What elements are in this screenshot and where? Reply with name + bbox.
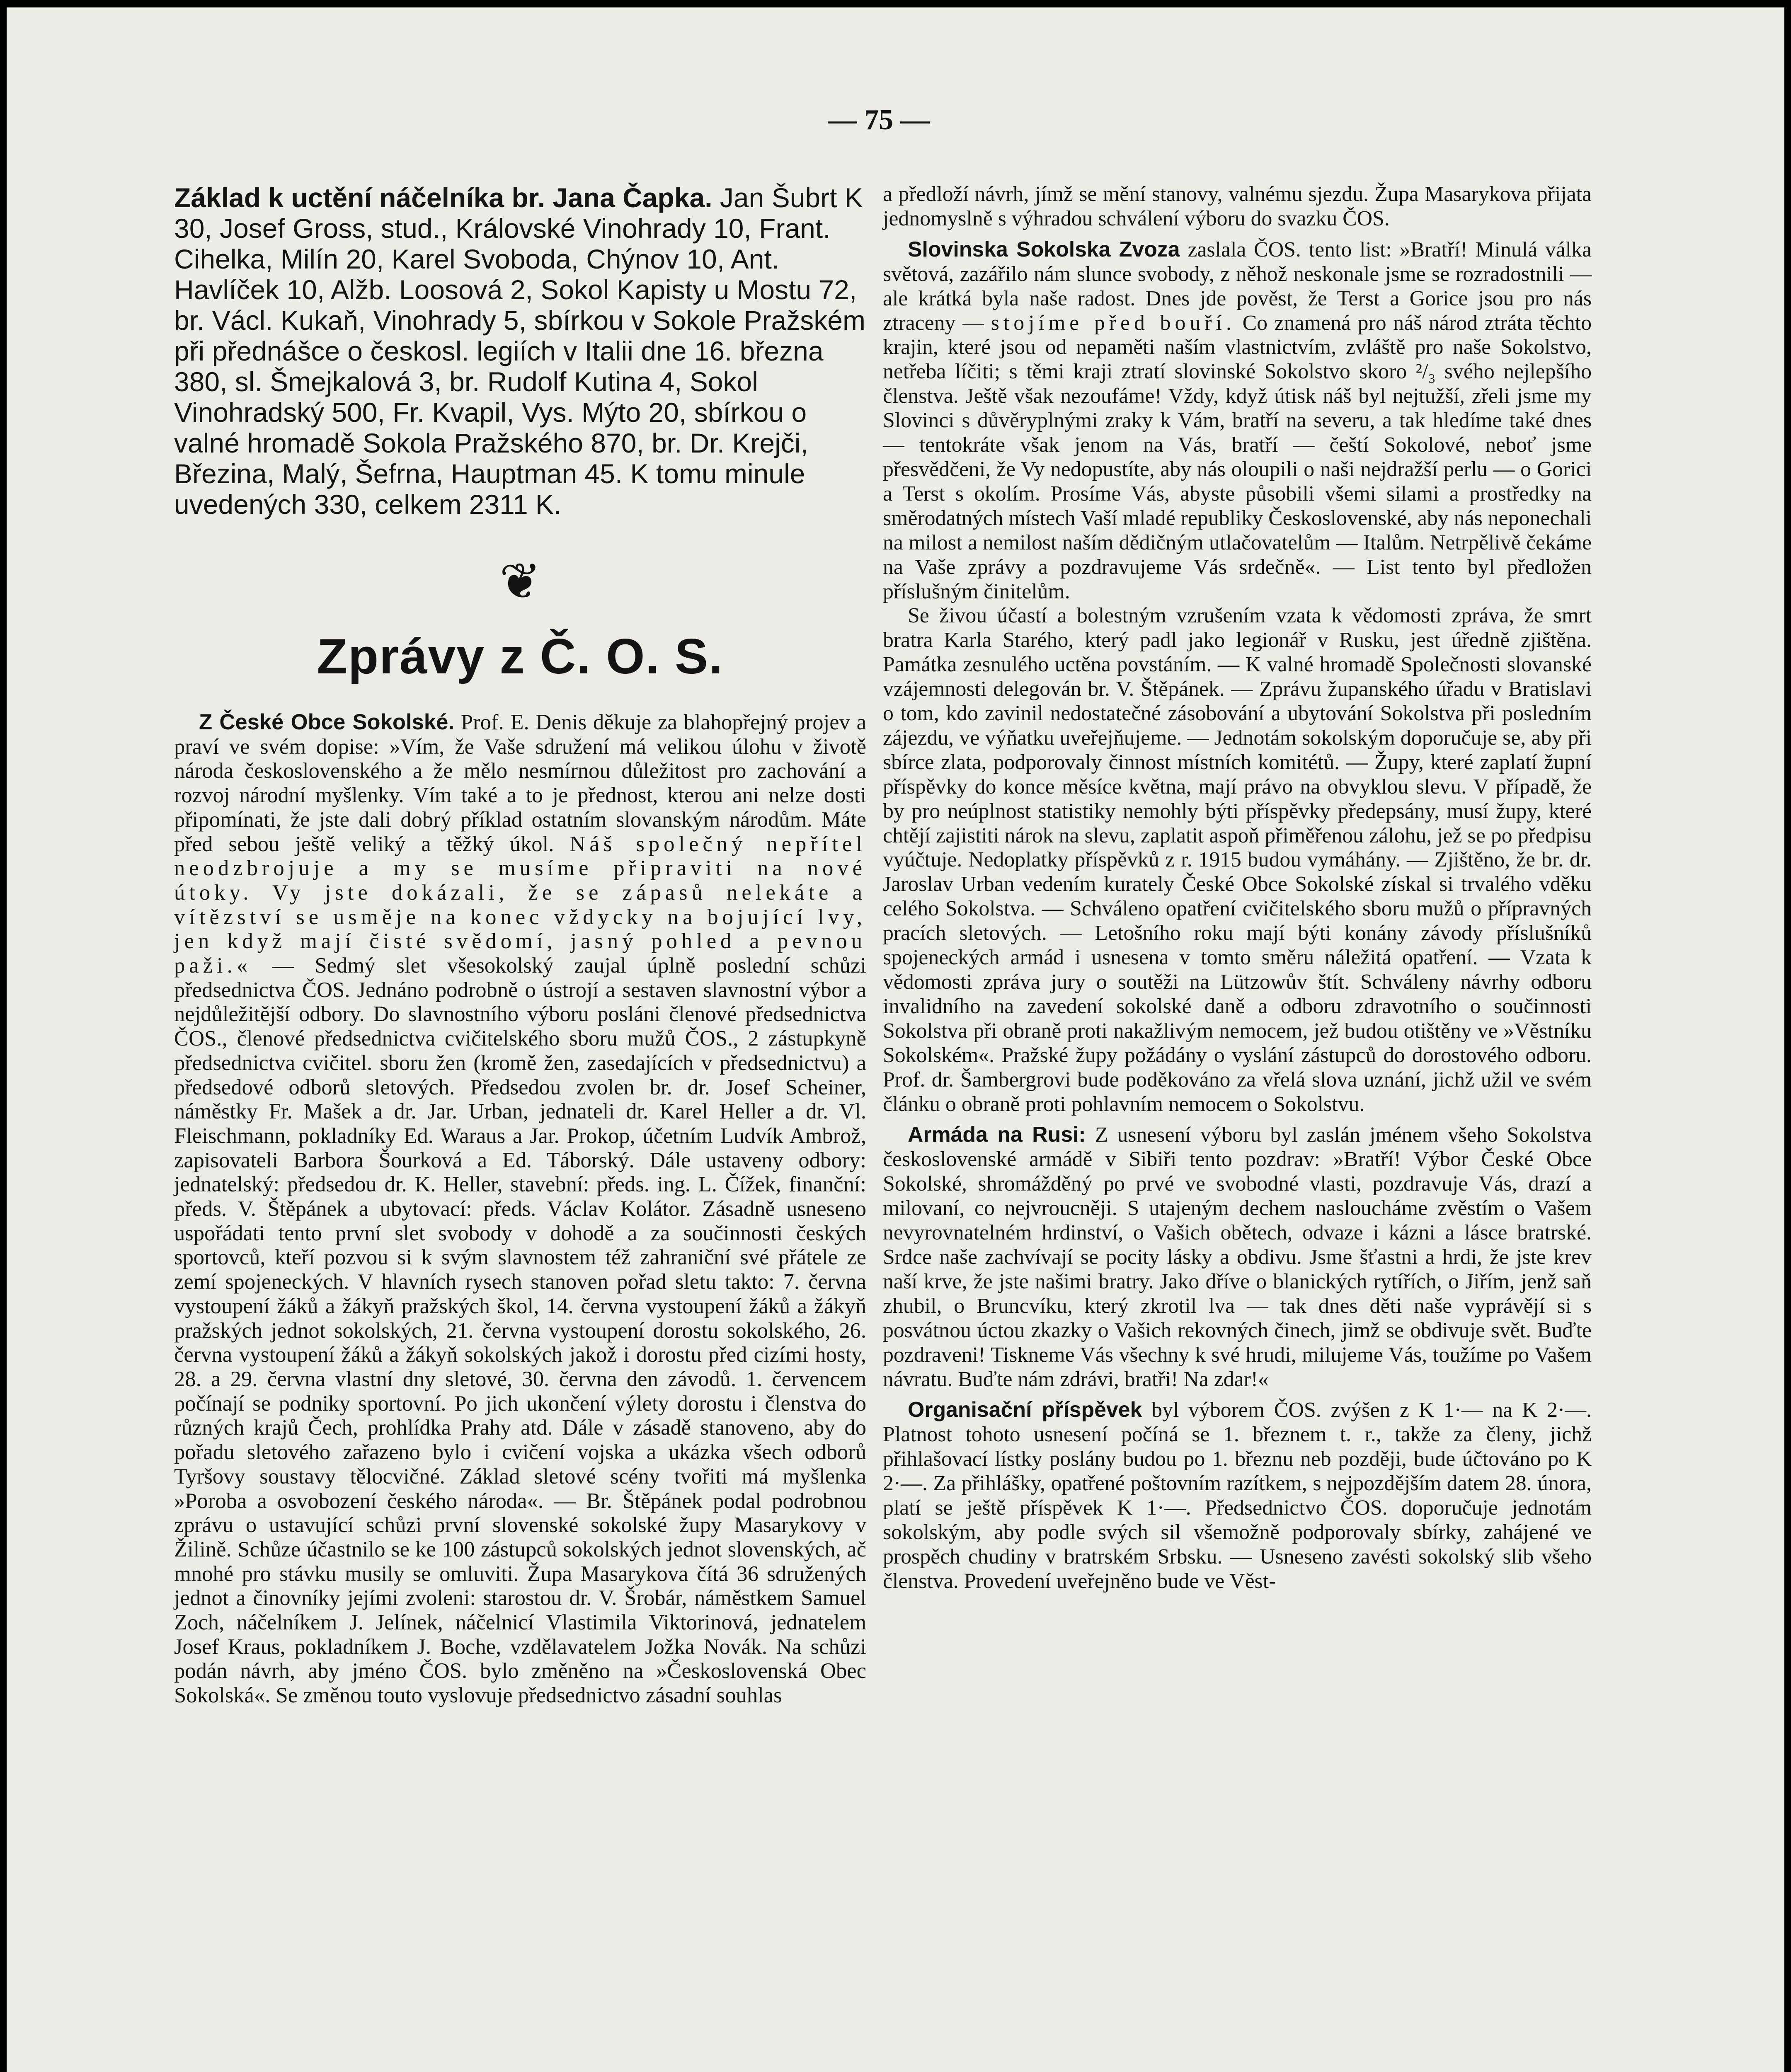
fund-title: Základ k uctění náčelníka br. Jana Čapka. bbox=[174, 182, 713, 213]
scan-border-left bbox=[0, 0, 7, 2072]
right-column bbox=[883, 182, 1592, 1594]
fund-text: Jan Šubrt K 30, Josef Gross, stud., Královské Vinohrady 10, Frant. Cihelka, Milín 20, Karel Svoboda, Chýnov 10, Ant. Havlíček 10, Alžb. Loosová 2, Sokol Kapisty u Mostu 72, br. Václ. Kukaň, Vinohrady 5, sbírkou v Sokole Pražském při přednášce o českosl. legiích v Italii dne 16. března 380, sl. Šmejkalová 3, br. Rudolf Kutina 4, Sokol Vinohradský 500, Fr. Kvapil, Vys. Mýto 20, sbírkou o valné hromadě Sokola Pražského 870, br. Dr. Krejči, Březina, Malý, Šefrna, Hauptman 45. K tomu minule uvedených 330, celkem 2311 K. bbox=[174, 182, 865, 520]
cos-spaced-quote: Náš společný nepřítel neodzbrojuje a my se musíme připraviti na nové útoky. Vy jste dokázali, že se zápasů nelekáte a vítězství se usměje na konec vždycky na bojující lvy, jen když mají čisté svědomí, jasný pohled a pevnou paži.« bbox=[174, 832, 866, 978]
prispevek-text: byl výborem ČOS. zvýšen z K 1·— na K 2·—. Platnost tohoto usnesení počíná se 1. březnem t. r., takže za členy, jichž přihlašovací lístky poslány budou po 1. březnu neb později, bude účtováno po K 2·—. Za přihlášky, opatřené poštovním razítkem, s nejpozdějším datem 28. února, platí se ještě příspěvek K 1·—. Předsednictvo ČOS. doporučuje jednotám sokolským, aby podle svých sil všemožně podporovaly sbírky, zahájené ve prospěch chudiny v bratrském Srbsku. — Usneseno zavésti sokolský slib všeho členstva. Provedení uveřejněno bude ve Věst- bbox=[883, 1398, 1592, 1593]
slovinska-heading: Slovinska Sokolska Zvoza bbox=[908, 237, 1180, 261]
page-number: — 75 — bbox=[828, 104, 930, 136]
prispevek-heading: Organisační příspěvek bbox=[908, 1397, 1142, 1422]
cos-heading: Z České Obce Sokolské. bbox=[199, 710, 455, 734]
prispevek-paragraph bbox=[883, 1397, 1592, 1593]
armada-paragraph bbox=[883, 1122, 1592, 1392]
scan-border-top bbox=[0, 0, 1791, 7]
slovinska-spaced: stojíme před bouří. bbox=[991, 311, 1236, 335]
fund-paragraph bbox=[174, 182, 866, 520]
armada-heading: Armáda na Rusi: bbox=[908, 1122, 1086, 1147]
starey-paragraph: Se živou účastí a bolestným vzrušením vzata k vědomosti zpráva, že smrt bratra Karla Starého, který padl jako legionář v Rusku, jest úředně zjištěna. Památka zesnulého uctěna povstáním. — K valné hromadě Společnosti slovanské vzájemnosti delegován br. V. Štěpánek. — Zprávu županského úřadu v Bratislavi o tom, kdo zavinil nedostatečné zásobování a ubytování Sokolstva při posledním zájezdu, ve výňatku uveřejňujeme. — Jednotám sokolským doporučuje se, aby při sbírce zlata, podporovaly činnost místních komitétů. — Župy, které zaplatí župní příspěvky do konce měsíce května, mají právo na obvyklou slevu. V případě, že by pro neúplnost statistiky nemohly býti příspěvky předepsány, musí župy, které chtějí zajistiti nárok na slevu, zaplatit aspoň přiměřenou zálohu, jež se po předpisu vyúčtuje. Nedoplatky příspěvků z r. 1915 budou vymáhány. — Zjištěno, že br. dr. Jaroslav Urban vedením kurately České Obce Sokolské získal si trvalého vděku celého Sokolstva. — Schváleno opatření cvičitelského sboru mužů o přípravných pracích sletových. — Letošního roku mají býti konány závody příslušníků spojeneckých armád i usnesena v tomto směru náležitá opatření. — Vzata k vědomosti zpráva jury o soutěži na Lützowův štít. Schváleny návrhy odboru invalidního na zavedení sokolské daně a odboru zdravotního o součinnosti Sokolstva při obraně proti nakažlivým nemocem, jež budou otištěny ve »Věstníku Sokolském«. Pražské župy požádány o vyslání zástupců do dorostového odboru. Prof. dr. Šambergrovi bude poděkováno za vřelá slova uznání, jichž užil ve svém článku o obraně proti pohlavním nemocem o Sokolstvu. bbox=[883, 604, 1592, 1116]
slovinska-paragraph bbox=[883, 237, 1592, 604]
scan-border-right bbox=[1784, 0, 1791, 2072]
ornament-icon: ❦ bbox=[499, 554, 541, 609]
armada-text: Z usnesení výboru byl zaslán jménem všeho Sokolstva československé armádě v Sibiři tento pozdrav: »Bratří! Výbor České Obce Sokolské, shromážděný po prvé ve svobodné vlasti, pozdravuje Vás, drazí a milovaní, co nejvroucněji. S utajeným dechem nasloucháme zvěstím o Vašem nevyrovnatelném hrdinství, o Vašich obětech, odvaze i kázni a lásce bratrské. Srdce naše zachvívají se pocity lásky a obdivu. Jsme šťastni a hrdi, že jste krev naší krve, že jste našimi bratry. Jako dříve o blanických rytířích, o Jiřím, jenž saň zhubil, o Bruncvíku, který zkrotil lva — tak dnes děti naše vyprávějí si s posvátnou úctou zkazky o Vašich rekovných činech, jimž se obdivuje svět. Buďte pozdraveni! Tiskneme Vás všechny k své hrudi, milujeme Vás, toužíme po Vašem návratu. Buďte nám zdrávi, bratři! Na zdar!« bbox=[883, 1123, 1592, 1391]
slovinska-text-1: zaslala ČOS. tento list: »Bratří! Minulá válka světová, zazářilo nám slunce svobody, z něhož neskonale jsme se rozradostnili — ale krátká byla naše radost. Dnes jde pověst, že Terst a Gorice jsou pro nás ztraceny — bbox=[883, 237, 1592, 335]
section-headline: Zprávy z Č. O. S. bbox=[317, 629, 724, 684]
cos-paragraph bbox=[174, 710, 866, 1708]
slovinska-text-2: Co znamená pro náš národ ztráta těchto krajin, které jsou od nepaměti naším vlastnictvím, zvláště pro naše Sokolstvo, netřeba líčiti; s těmi kraji ztratí slovinské Sokolstvo skoro ²/₃ svého nejlepšího členstva. Ještě však nezoufáme! Vždy, když útisk náš byl nejtužší, zřeli jsme my Slovinci s důvěryplnými zraky k Vám, bratří na severu, a tak hledíme také dnes — tentokráte však jenom na Vás, bratří — čeští Sokolové, neboť jsme přesvědčeni, že Vy nedopustíte, aby nás oloupili o naši nejdražší perlu — o Gorici a Terst s okolím. Prosíme Vás, abyste působili všemi silami a prostředky na směrodatných místech Vaší mladé republiky Československé, aby nás neponechali na milost a nemilost naším dědičným utlačovatelům — Italům. Netrpělivě čekáme na Vaše zprávy a pozdravujeme Vás srdečně«. — List tento byl předložen příslušným činitelům. bbox=[883, 311, 1592, 603]
left-column bbox=[174, 182, 866, 1708]
continuation-paragraph: a předloží návrh, jímž se mění stanovy, valnému sjezdu. Župa Masarykova přijata jednomyslně s výhradou schválení výboru do svazku ČOS. bbox=[883, 182, 1592, 230]
cos-text-1: Prof. E. Denis děkuje za blahopřejný projev a praví ve svém dopise: »Vím, že Vaše sdružení má velikou úlohu v životě národa československého a že mělo nesmírnou důležitost pro zachování a rozvoj národní myšlenky. Vím také a to je přednost, kterou ani nelze dosti připomínati, že jste dali dobrý příklad ostatním slovanským národům. Máte před sebou ještě veliký a těžký úkol. bbox=[174, 710, 866, 856]
cos-text-2: — Sedmý slet všesokolský zaujal úplně poslední schůzi předsednictva ČOS. Jednáno podrobně o ústrojí a sestaven slavnostní výbor a nejdůležitější odbory. Do slavnostního výboru posláni členové předsednictva ČOS., členové předsednictva cvičitelského sboru mužů ČOS., 2 zástupkyně předsednictva cvičitel. sboru žen (kromě žen, zasedajících v předsednictvu) a předsedové odborů sletových. Předsedou zvolen br. dr. Josef Scheiner, náměstky Fr. Mašek a dr. Jar. Urban, jednateli dr. Karel Heller a dr. Vl. Fleischmann, pokladníky Ed. Waraus a Jar. Prokop, účetním Ludvík Ambrož, zapisovateli Barbora Šourková a Ed. Táborský. Dále ustaveny odbory: jednatelský: předsedou dr. K. Heller, stavební: předs. ing. L. Čížek, finanční: předs. V. Štěpánek a ubytovací: předs. Václav Kolátor. Zásadně usneseno uspořádati tento první slet svobody v dohodě a za součinnosti českých sportovců, kteří pozvou si k svým slavnostem též zahraniční své přátele ze zemí spojeneckých. V hlavních rysech stanoven pořad sletu takto: 7. června vystoupení žáků a žákyň pražských škol, 14. června vystoupení žáků a žákyň pražských jednot sokolských, 21. června vystoupení dorostu sokolského, 26. června vystoupení žáků a žákyň sokolských jakož i dorostu před cizími hosty, 28. a 29. června vlastní dny sletové, 30. června den závodů. 1. červencem počínají se podniky sportovní. Po jich ukončení výlety dorostu i členstva do různých krajů Čech, prohlídka Prahy atd. Dále v zásadě stanoveno, aby do pořadu sletového zařazeno bylo i cvičení vojska a ukázka všech odborů Tyršovy soustavy tělocvičné. Základ sletové scény tvořiti má myšlenka »Poroba a osvobození českého národa«. — Br. Štěpánek podal podrobnou zprávu o ustavující schůzi první slovenské sokolské župy Masarykovy v Žilině. Schůze účastnilo se ke 100 zástupců sokolských jednot slovenských, ač mnohé pro stávku musily se omluviti. Župa Masarykova čítá 36 sdružených jednot a činovníky jejími zvoleni: starostou dr. V. Šrobár, náměstkem Samuel Zoch, náčelníkem J. Jelínek, náčelnicí Vlastimila Viktorinová, jednatelem Josef Kraus, pokladníkem J. Boche, vzdělavatelem Jožka Novák. Na schůzi podán návrh, aby jméno ČOS. bylo změněno na »Československá Obec Sokolská«. Se změnou touto vyslovuje předsednictvo zásadní souhlas bbox=[174, 954, 866, 1708]
